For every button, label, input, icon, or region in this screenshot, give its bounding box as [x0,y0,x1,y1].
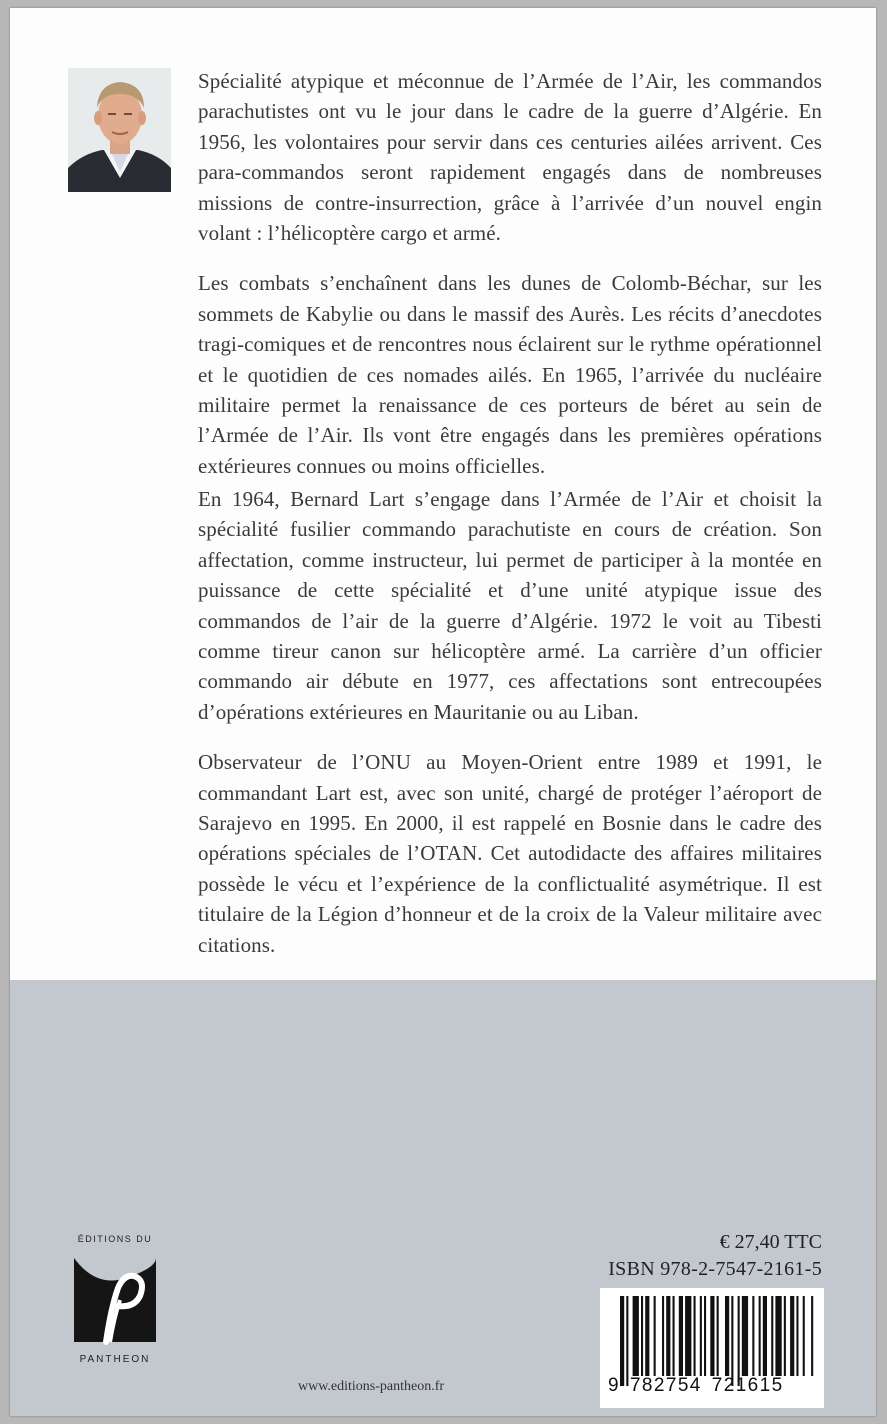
barcode-bar [803,1296,805,1376]
barcode-group-2: 721615 [711,1375,784,1396]
barcode-bar [662,1296,664,1376]
barcode-bar [645,1296,649,1376]
publisher-website: www.editions-pantheon.fr [298,1379,445,1394]
barcode-bar [725,1296,729,1376]
barcode-bar [666,1296,670,1376]
barcode-group-1: 782754 [629,1375,702,1396]
bio-paragraph: Observateur de l’ONU au Moyen-Orient entre 1989 et 1991, le commandant Lart est, avec son unité, chargé de protéger l’aéroport de Sarajevo en 1995. En 2000, il est rappelé en Bosnie dans le cadre des opérations spéciales de l’OTAN. Cet autodidacte des affaires militaires possède le vécu et l’expérience de la conflictualité asymétrique. Il est titulaire de la Légion d’honneur et de la croix de la Valeur militaire avec citations. [198,750,822,957]
pantheon-p-logo-icon [66,1248,164,1352]
logo-bottom-text: PANTHEON [79,1354,151,1365]
barcode-first-digit: 9 [608,1375,620,1396]
barcode-bar [790,1296,794,1376]
barcode-bar [775,1296,781,1376]
barcode-bar [763,1296,767,1376]
barcode-bar [742,1296,748,1376]
barcode-bar [759,1296,761,1376]
barcode-digits [608,1375,784,1397]
blurb-paragraph: Les combats s’enchaînent dans les dunes de Colomb-Béchar, sur les sommets de Kabylie ou dans le massif des Aurès. Les récits d’anecdotes tragi-comiques et de rencontres nous éclairent sur le rythme opérationnel et le quotidien de ces nomades ailés. En 1965, l’arrivée du nucléaire militaire permet la renaissance de ces porteurs de béret au sein de l’Armée de l’Air. Ils vont être engagés dans les premières opérations extérieures connues ou moins officielles. [198,271,822,478]
barcode-bar [738,1296,740,1386]
barcode-bar [641,1296,643,1376]
portrait-photo-icon [68,68,171,192]
barcode-bar [811,1296,813,1376]
book-back-cover [10,8,876,1416]
barcode-bar [685,1296,691,1376]
barcode-bar [704,1296,706,1376]
bio-paragraph: En 1964, Bernard Lart s’engage dans l’Armée de l’Air et choisit la spécialité fusilier commando parachutiste en cours de création. Son affectation, comme instructeur, lui permet de participer à la montée en puissance de cette spécialité et d’une unité atypique issue des commandos de l’air de la guerre d’Algérie. 1972 le voit au Tibesti comme tireur canon sur hélicoptère armé. La carrière d’un officier commando air débute en 1977, ces affectations sont entrecoupées d’opérations extérieures en Mauritanie ou au Liban. [198,487,822,724]
barcode-bar [731,1296,733,1386]
barcode-bar [654,1296,656,1376]
price-label: € 27,40 TTC [719,1231,822,1253]
barcode-bar [752,1296,754,1376]
barcode-bar [620,1296,624,1386]
isbn-label: ISBN 978-2-7547-2161-5 [608,1258,822,1280]
blurb-section [198,66,822,481]
publisher-logo [60,1234,170,1374]
author-bio-section [198,484,822,960]
barcode-bar [771,1296,773,1376]
barcode-bar [796,1296,798,1376]
barcode-bar [633,1296,639,1376]
logo-top-text: ÉDITIONS DU [77,1234,153,1244]
barcode-bar [626,1296,628,1386]
isbn-barcode [600,1288,824,1408]
barcode-bar [679,1296,683,1376]
barcode-bar [700,1296,702,1376]
barcode-bar [717,1296,719,1376]
barcode-bar [710,1296,714,1376]
barcode-bar [784,1296,786,1376]
barcode-bar [694,1296,696,1376]
blurb-paragraph: Spécialité atypique et méconnue de l’Armée de l’Air, les commandos parachutistes ont vu le jour dans le cadre de la guerre d’Algérie. En 1956, les volontaires pour servir dans ces centuries ailées arrivent. Ces para-commandos seront rapidement engagés dans de nombreuses missions de contre-insurrection, grâce à l’arrivée d’un nouvel engin volant : l’hélicoptère cargo et armé. [198,69,822,246]
author-portrait [68,68,171,192]
barcode-bar [673,1296,675,1376]
